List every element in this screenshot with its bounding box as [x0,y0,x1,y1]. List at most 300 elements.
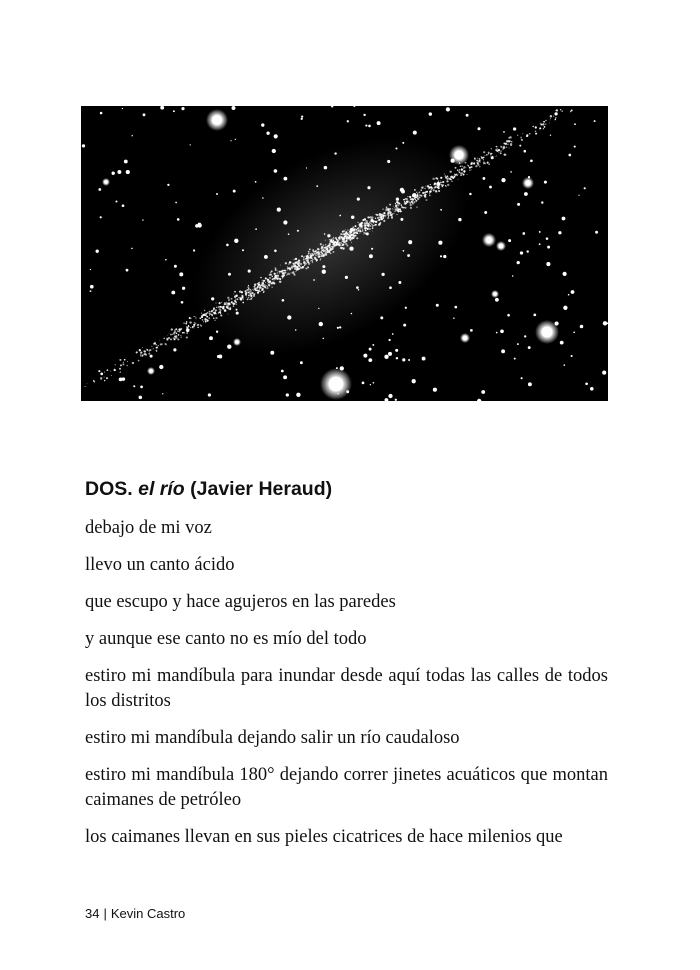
star-dust [447,184,449,186]
star-dust [298,268,300,270]
star-dust [347,229,348,230]
star [602,371,606,375]
star-dust [321,251,323,253]
poem-line: estiro mi mandíbula para inundar desde aquí todas las calles de todos los distritos [85,666,608,711]
star [174,265,177,268]
star-dust [369,223,370,224]
star-dust [262,280,263,281]
star-dust [345,243,347,245]
star-dust [325,240,326,241]
star [507,314,510,317]
star [322,270,326,274]
star-dust [167,335,168,336]
star-dust [208,317,210,319]
star [324,166,328,170]
star [226,244,229,247]
star-dust [312,262,314,264]
star [533,314,536,317]
star-dust [275,267,277,269]
section-heading [85,478,332,501]
star-dust [352,234,354,236]
star-dust [498,149,500,151]
star-dust [394,210,395,211]
star-dust [289,261,291,263]
star-dust [440,177,441,178]
star-dust [535,126,536,127]
star [384,355,388,359]
star [446,107,450,111]
star-dust [295,262,297,264]
star-dust [342,233,344,235]
bright-star-core [149,369,153,373]
star [295,329,297,331]
star-dust [200,325,202,327]
star-dust [371,216,373,218]
star-dust [220,308,221,309]
star [287,315,291,319]
star-dust [345,240,347,242]
star-dust [177,338,179,340]
star-dust [411,201,413,203]
star [368,125,371,128]
star-dust [455,175,456,176]
star-dust [539,127,541,129]
star-dust [390,209,391,210]
star-dust [378,219,380,221]
star-dust [549,123,550,124]
star-dust [272,276,273,277]
star-dust [500,150,501,151]
star-dust [220,306,222,308]
star-dust [308,253,309,254]
footer-author: Kevin Castro [110,906,186,921]
star [209,336,213,340]
poem-line: llevo un canto ácido [85,555,235,575]
star-dust [114,369,116,371]
star-dust [387,214,388,215]
star-dust [197,327,198,328]
star-dust [497,148,498,149]
star-dust [285,270,286,271]
star-dust [324,254,325,255]
star-dust [391,217,393,219]
star-dust [457,169,459,171]
star-dust [280,265,281,266]
star-dust [257,283,258,284]
star-dust [263,292,264,293]
star-dust [148,350,150,352]
star-dust [287,270,288,271]
star-dust [202,314,204,316]
star-dust [432,178,434,180]
star-dust [213,312,215,314]
star-dust [199,317,201,319]
star [150,355,153,358]
star-dust [549,119,550,120]
star-dust [272,287,273,288]
star-dust [183,322,185,324]
star-dust [491,148,492,149]
star-dust [387,208,389,210]
star-dust [250,292,251,293]
bright-star-core [329,377,343,391]
star-dust [359,225,361,227]
star-dust [543,128,544,129]
star-dust [257,283,259,285]
star [541,201,543,203]
star [264,255,268,259]
star [513,127,516,130]
star-dust [325,244,326,245]
star-dust [458,179,459,180]
star-dust [316,260,318,262]
page-footer [85,906,185,921]
star-dust [343,236,345,238]
star-dust [497,146,498,147]
star [501,349,505,353]
star-dust [139,349,141,351]
star-dust [550,115,553,118]
star [228,273,231,276]
star [517,343,519,345]
star-dust [355,229,357,231]
star [270,351,274,355]
star [233,190,236,193]
star [133,385,135,387]
star [402,358,405,361]
star [395,399,397,401]
star-dust [226,303,228,305]
star-dust [354,235,356,237]
star [546,237,549,240]
star-dust [120,372,121,373]
star-dust [362,230,364,232]
star [514,358,516,360]
star-dust [342,237,343,238]
star-dust [463,166,465,168]
star-dust [429,192,430,193]
star [356,286,359,289]
star [562,272,566,276]
star [568,294,570,296]
star-dust [226,307,228,309]
star-dust [356,232,358,234]
star [234,239,238,243]
star-dust [272,278,274,280]
star-dust [527,134,529,136]
star [440,209,442,211]
star [454,306,457,309]
star-dust [287,266,288,267]
star-dust [262,288,263,289]
star-dust [445,177,447,179]
star-dust [540,123,542,125]
star [527,250,529,252]
star [395,147,397,149]
star [179,272,183,276]
star-dust [303,258,305,260]
star-dust [248,292,249,293]
star [363,354,367,358]
star-dust [136,351,138,353]
star [175,202,177,204]
star-dust [409,204,411,206]
section-title: el río [138,478,185,500]
star-dust [206,316,208,318]
star-dust [263,280,265,282]
star-dust [221,302,222,303]
star [266,132,269,135]
star-dust [215,309,217,311]
star-dust [500,146,502,148]
star [470,329,473,332]
star-dust [372,231,373,232]
star-dust [325,250,326,251]
star-dust [426,191,428,193]
star-dust [460,166,461,167]
star [131,248,133,250]
star-dust [211,310,213,312]
bright-star-core [542,327,553,338]
star-dust [193,316,194,317]
star-dust [156,351,157,352]
star-dust [186,326,187,327]
star-dust [404,207,406,209]
star-dust [540,123,541,124]
star-dust [291,265,292,266]
star [574,146,576,148]
star-dust [256,289,258,291]
star [539,243,541,245]
star [284,177,288,181]
star-dust [395,207,396,208]
star [392,333,394,335]
star-dust [327,245,329,247]
star [571,290,575,294]
star-dust [462,166,463,167]
star-dust [236,304,237,305]
star-dust [270,271,272,273]
star-dust [194,322,195,323]
star-dust [466,167,467,168]
star-dust [479,167,480,168]
bright-star-core [486,237,492,243]
star [261,123,264,126]
star-dust [469,170,470,171]
star-dust [119,368,121,370]
star [139,396,143,400]
star-dust [291,272,292,273]
star-dust [416,192,417,193]
star [400,218,403,221]
star-dust [269,282,270,283]
star [403,324,406,327]
star-dust [362,229,363,230]
star [466,114,469,117]
star-dust [532,126,534,128]
star-dust [185,323,187,325]
star-dust [280,279,281,280]
star-dust [269,274,271,276]
star-dust [506,147,507,148]
star-dust [217,306,219,308]
star-dust [403,199,405,201]
star [82,144,85,147]
star-dust [291,266,293,268]
star-dust [202,319,203,320]
star-dust [267,279,268,280]
star-dust [454,174,455,175]
star [334,152,336,154]
star-dust [104,377,105,378]
star-dust [405,202,407,204]
star-dust [166,339,168,341]
star-dust [451,176,453,178]
star-dust [481,157,483,159]
star [402,142,404,144]
star [190,144,191,145]
star-dust [219,302,221,304]
star-dust [262,289,263,290]
star [143,113,146,116]
page-number: 34 [85,906,100,921]
star [372,344,374,346]
bright-star-core [235,340,239,344]
star-dust [295,271,296,272]
star-dust [299,260,301,262]
star-dust [507,143,509,145]
star-dust [163,337,165,339]
star-dust [338,244,340,246]
star-dust [274,277,275,278]
star-dust [360,229,361,230]
star-dust [284,274,285,275]
star-dust [469,167,471,169]
star-dust [505,143,507,145]
star-dust [478,161,479,162]
star-dust [208,312,209,313]
star-dust [292,263,294,265]
star [211,297,214,300]
star-dust [236,298,238,300]
star-dust [535,131,537,133]
star-dust [429,195,431,197]
star [140,386,143,389]
star-dust [206,314,207,315]
star-dust [307,259,309,261]
star [198,223,202,227]
star-dust [170,334,172,336]
star-dust [324,247,326,249]
star-dust [313,255,314,256]
star [481,390,485,394]
star [370,219,373,222]
star-dust [235,302,237,304]
star-dust [398,205,399,206]
star-dust [277,275,279,277]
star [388,352,392,356]
star-dust [446,180,448,182]
star-dust [479,160,480,161]
star-dust [422,192,424,194]
star [165,259,167,261]
star-dust [313,250,315,252]
star-dust [265,282,266,283]
star-dust [218,312,219,313]
star [282,299,285,302]
star-dust [420,189,422,191]
star-dust [467,174,468,175]
star-dust [293,274,295,276]
star-dust [285,272,286,273]
star-dust [340,233,342,235]
star-dust [312,260,313,261]
star-dust [215,317,217,319]
star-dust [570,111,571,112]
star [122,108,123,109]
star-dust [235,298,236,299]
star-dust [151,346,152,347]
poem-line: los caimanes llevan en sus pieles cicatrices de hace milenios que [85,827,563,847]
star [412,379,416,383]
star-dust [375,214,376,215]
star [255,228,257,230]
star [522,232,525,235]
star-dust [407,196,408,197]
star [574,123,576,125]
star-dust [224,309,227,312]
star-dust [400,204,402,206]
star-dust [242,292,243,293]
star-dust [342,240,344,242]
star [530,159,533,162]
star-dust [122,363,124,365]
star-dust [259,289,260,290]
star-dust [333,243,335,245]
star-dust [261,281,263,283]
star-dust [210,313,211,314]
star [388,339,390,341]
star-dust [407,198,408,199]
star-dust [204,318,206,320]
star-dust [194,316,195,317]
star-dust [233,305,235,307]
star-dust [245,294,247,296]
star-dust [104,372,105,373]
star [517,261,520,264]
star [369,254,373,258]
star-dust [502,148,504,150]
star [323,338,325,340]
star-dust [416,206,417,207]
star-dust [220,309,222,311]
star-dust [190,318,191,319]
star-dust [420,191,421,192]
star-dust [264,286,266,288]
star-dust [132,362,134,364]
star [274,169,278,173]
star-dust [190,321,192,323]
star [100,112,103,115]
star-dust [153,348,154,349]
star [366,232,369,235]
star-dust [196,318,197,319]
star-dust [405,198,406,199]
star-dust [369,221,370,222]
star-dust [571,110,573,112]
star-dust [143,350,145,352]
star-dust [274,274,275,275]
